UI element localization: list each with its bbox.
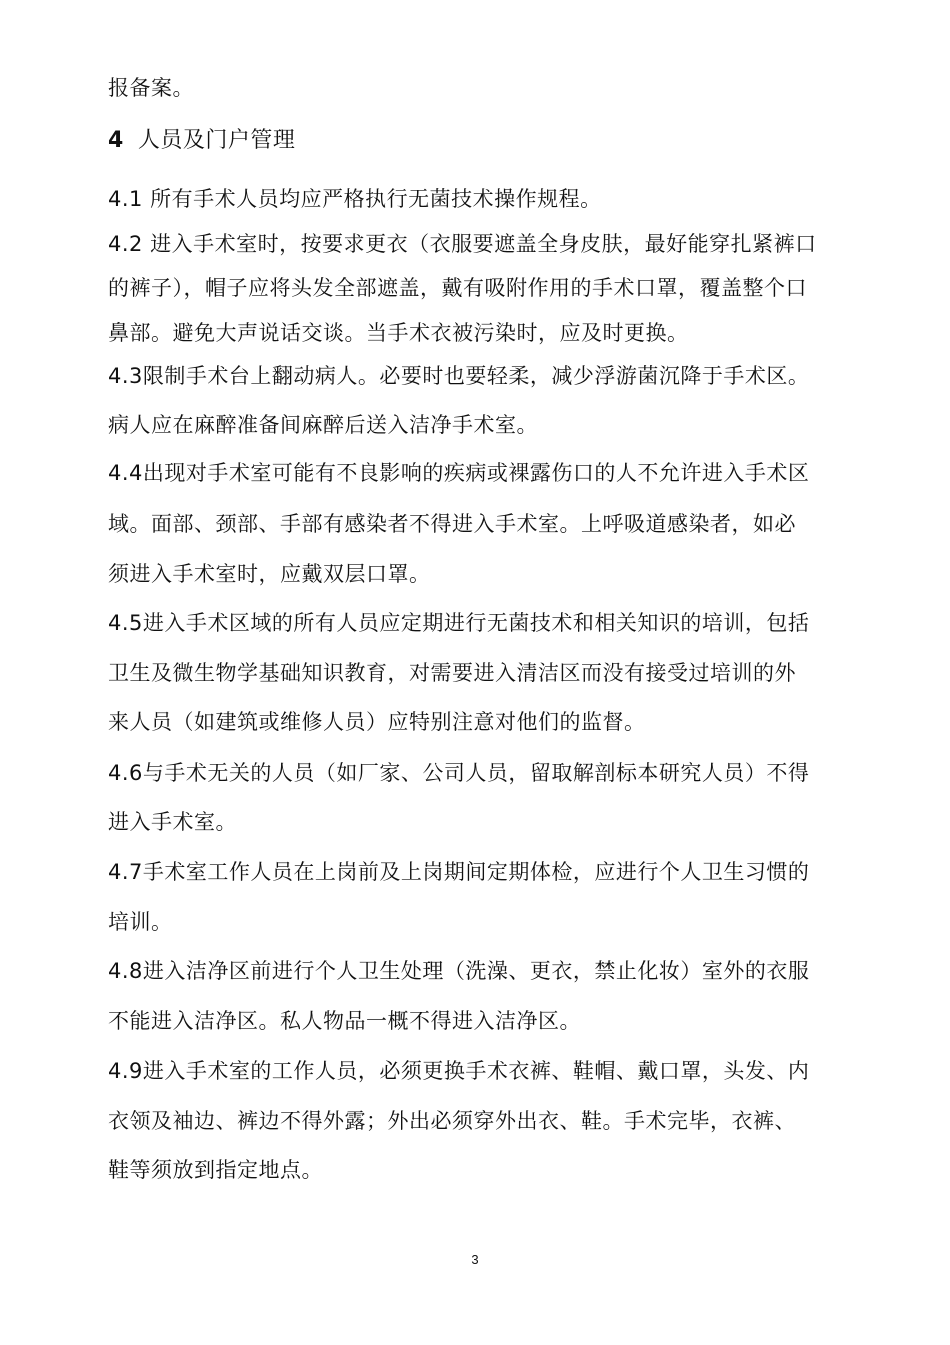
paragraph-line: 4.8进入洁净区前进行个人卫生处理（洗澡、更衣，禁止化妆）室外的衣服 <box>108 959 810 983</box>
paragraph-line: 4.5进入手术区域的所有人员应定期进行无菌技术和相关知识的培训，包括 <box>108 611 810 635</box>
paragraph-line: 鞋等须放到指定地点。 <box>108 1158 323 1182</box>
paragraph-line: 域。面部、颈部、手部有感染者不得进入手术室。上呼吸道感染者，如必 <box>108 512 796 536</box>
paragraph-line: 来人员（如建筑或维修人员）应特别注意对他们的监督。 <box>108 710 646 734</box>
paragraph-line: 进入手术室。 <box>108 810 237 834</box>
paragraph-line: 病人应在麻醉准备间麻醉后送入洁净手术室。 <box>108 413 538 437</box>
paragraph-line: 4.6与手术无关的人员（如厂家、公司人员，留取解剖标本研究人员）不得 <box>108 761 810 785</box>
paragraph-line: 报备案。 <box>108 76 194 100</box>
paragraph-line: 4.4出现对手术室可能有不良影响的疾病或裸露伤口的人不允许进入手术区 <box>108 461 810 485</box>
paragraph-line: 须进入手术室时，应戴双层口罩。 <box>108 562 431 586</box>
paragraph-line: 4.7手术室工作人员在上岗前及上岗期间定期体检，应进行个人卫生习惯的 <box>108 860 810 884</box>
section-heading <box>108 126 295 156</box>
paragraph-line: 的裤子），帽子应将头发全部遮盖，戴有吸附作用的手术口罩，覆盖整个口 <box>108 276 807 300</box>
section-number: 4 <box>108 128 124 153</box>
paragraph-line: 4.9进入手术室的工作人员，必须更换手术衣裤、鞋帽、戴口罩，头发、内 <box>108 1059 810 1083</box>
paragraph-line: 4.2 进入手术室时，按要求更衣（衣服要遮盖全身皮肤，最好能穿扎紧裤口 <box>108 232 817 256</box>
paragraph-line: 不能进入洁净区。私人物品一概不得进入洁净区。 <box>108 1009 581 1033</box>
paragraph-line: 卫生及微生物学基础知识教育，对需要进入清洁区而没有接受过培训的外 <box>108 661 796 685</box>
section-title: 人员及门户管理 <box>137 128 296 153</box>
paragraph-line: 衣领及袖边、裤边不得外露；外出必须穿外出衣、鞋。手术完毕，衣裤、 <box>108 1109 796 1133</box>
page-number: 3 <box>471 1252 479 1267</box>
paragraph-line: 4.1 所有手术人员均应严格执行无菌技术操作规程。 <box>108 187 602 211</box>
paragraph-line: 鼻部。避免大声说话交谈。当手术衣被污染时，应及时更换。 <box>108 321 689 345</box>
paragraph-line: 4.3限制手术台上翻动病人。必要时也要轻柔，减少浮游菌沉降于手术区。 <box>108 364 810 388</box>
paragraph-line: 培训。 <box>108 910 173 934</box>
